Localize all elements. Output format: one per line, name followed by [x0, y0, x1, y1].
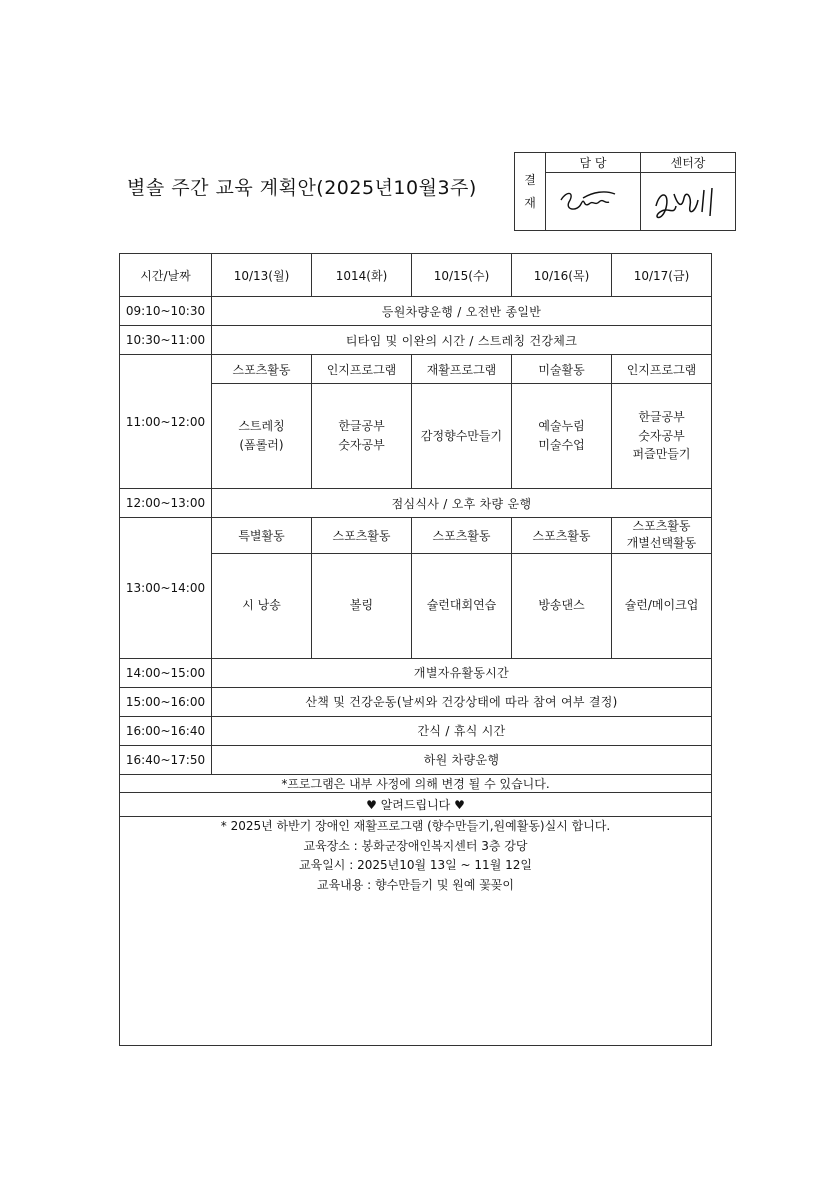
activity-cell: 산책 및 건강운동(날씨와 건강상태에 따라 참여 여부 결정)	[212, 687, 712, 716]
detail-cell: 감정향수만들기	[412, 384, 512, 489]
signature-manager	[553, 182, 633, 222]
approval-signature-manager	[546, 173, 641, 231]
notice-line: 교육일시 : 2025년10월 13일 ~ 11월 12일	[299, 858, 532, 873]
detail-cell: 슐런대회연습	[412, 553, 512, 658]
category-cell: 재활프로그램	[412, 355, 512, 384]
notice-body	[120, 816, 712, 1045]
category-cell: 미술활동	[512, 355, 612, 384]
schedule-row	[120, 297, 712, 326]
category-cell: 스포츠활동	[412, 518, 512, 554]
detail-cell: 방송댄스	[512, 553, 612, 658]
schedule-row	[120, 326, 712, 355]
change-note: *프로그램은 내부 사정에 의해 변경 될 수 있습니다.	[120, 774, 712, 792]
notice-title-row	[120, 792, 712, 816]
approval-signature-director	[641, 173, 736, 231]
header-day: 10/16(목)	[512, 254, 612, 297]
schedule-row	[120, 658, 712, 687]
time-cell: 16:40~17:50	[120, 745, 212, 774]
notice-line: 교육내용 : 향수만들기 및 원예 꽃꽂이	[317, 878, 514, 893]
time-cell: 10:30~11:00	[120, 326, 212, 355]
notice-line: 교육장소 : 봉화군장애인복지센터 3층 강당	[303, 838, 528, 853]
detail-cell: 볼링	[312, 553, 412, 658]
header-day: 10/17(금)	[612, 254, 712, 297]
notice-body-row	[120, 816, 712, 1045]
note-row	[120, 774, 712, 792]
detail-cell: 예술누림 미술수업	[512, 384, 612, 489]
signature-director	[646, 176, 730, 228]
time-cell: 11:00~12:00	[120, 355, 212, 489]
time-cell: 09:10~10:30	[120, 297, 212, 326]
schedule-row	[120, 518, 712, 554]
schedule-table	[119, 253, 712, 1046]
approval-box	[514, 152, 736, 231]
activity-cell: 티타임 및 이완의 시간 / 스트레칭 건강체크	[212, 326, 712, 355]
detail-cell: 슐런/메이크업	[612, 553, 712, 658]
time-cell: 16:00~16:40	[120, 716, 212, 745]
category-cell: 스포츠활동 개별선택활동	[612, 518, 712, 554]
category-cell: 인지프로그램	[312, 355, 412, 384]
detail-cell: 시 낭송	[212, 553, 312, 658]
activity-cell: 하원 차량운행	[212, 745, 712, 774]
activity-cell: 점심식사 / 오후 차량 운행	[212, 489, 712, 518]
category-cell: 스포츠활동	[212, 355, 312, 384]
schedule-row	[120, 489, 712, 518]
detail-cell: 한글공부 숫자공부 퍼즐만들기	[612, 384, 712, 489]
approval-header-director: 센터장	[641, 153, 736, 173]
header-time-col: 시간/날짜	[120, 254, 212, 297]
category-cell: 스포츠활동	[512, 518, 612, 554]
category-cell: 특별활동	[212, 518, 312, 554]
detail-cell: 스트레칭 (폼롤러)	[212, 384, 312, 489]
notice-title: ♥ 알려드립니다 ♥	[120, 792, 712, 816]
category-cell: 스포츠활동	[312, 518, 412, 554]
header-day: 1014(화)	[312, 254, 412, 297]
activity-cell: 등원차량운행 / 오전반 종일반	[212, 297, 712, 326]
header-day: 10/13(월)	[212, 254, 312, 297]
schedule-row	[120, 716, 712, 745]
time-cell: 14:00~15:00	[120, 658, 212, 687]
schedule-row	[120, 355, 712, 384]
activity-cell: 간식 / 휴식 시간	[212, 716, 712, 745]
detail-cell: 한글공부 숫자공부	[312, 384, 412, 489]
header-day: 10/15(수)	[412, 254, 512, 297]
approval-header-manager: 담 당	[546, 153, 641, 173]
notice-line: * 2025년 하반기 장애인 재활프로그램 (향수만들기,원예활동)실시 합니다.	[220, 818, 611, 833]
activity-cell: 개별자유활동시간	[212, 658, 712, 687]
schedule-row	[120, 745, 712, 774]
time-cell: 13:00~14:00	[120, 518, 212, 659]
time-cell: 12:00~13:00	[120, 489, 212, 518]
schedule-row	[120, 687, 712, 716]
header-row	[120, 254, 712, 297]
page-title: 별솔 주간 교육 계획안(2025년10월3주)	[127, 177, 477, 199]
time-cell: 15:00~16:00	[120, 687, 212, 716]
category-cell: 인지프로그램	[612, 355, 712, 384]
approval-side-label: 결 재	[515, 153, 546, 231]
